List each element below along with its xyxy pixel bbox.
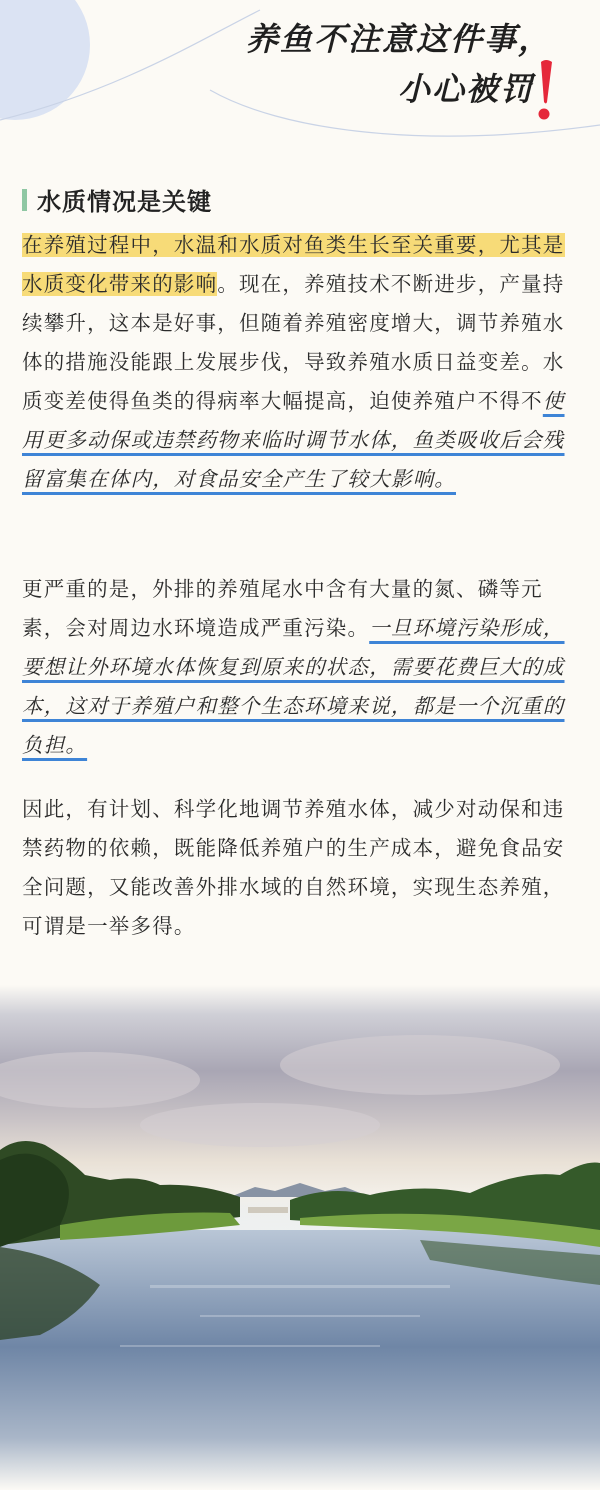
header (0, 0, 600, 170)
paragraph-2 (22, 570, 582, 765)
section-title: 水质情况是关键 (37, 188, 212, 216)
section-heading (22, 182, 212, 217)
landscape-image (0, 985, 600, 1490)
section-bar (22, 189, 27, 211)
exclamation-icon (534, 58, 558, 124)
underlined-text-2: 一旦环境污染形成，要想让外环境水体恢复到原来的状态，需要花费巨大的成本，这对于养殖户和整个生态环境来说，都是一个沉重的负担。 (22, 616, 565, 757)
paragraph-1-text: 。现在，养殖技术不断进步，产量持续攀升，这本是好事，但随着养殖密度增大，调节养殖水体的措施没能跟上发展步伐，导致养殖水质日益变差。水质变差使得鱼类的得病率大幅提高，迫使养殖户不得不 (22, 272, 565, 413)
underlined-text-1: 使用更多动保或违禁药物来临时调节水体，鱼类吸收后会残留富集在体内，对食品安全产生了较大影响。 (22, 389, 565, 491)
paragraph-3: 因此，有计划、科学化地调节养殖水体，减少对动保和违禁药物的依赖，既能降低养殖户的生产成本，避免食品安全问题，又能改善外排水域的自然环境，实现生态养殖，可谓是一举多得。 (22, 797, 565, 938)
paragraph-1 (22, 226, 582, 499)
paragraph-2-text: 更严重的是，外排的养殖尾水中含有大量的氮、磷等元素，会对周边水环境造成严重污染。 (22, 577, 543, 640)
title-line-2: 小心被罚 (397, 70, 534, 108)
highlighted-text: 在养殖过程中，水温和水质对鱼类生长至关重要，尤其是水质变化带来的影响 (22, 233, 565, 296)
title-line-1: 养鱼不注意这件事， (245, 20, 552, 58)
